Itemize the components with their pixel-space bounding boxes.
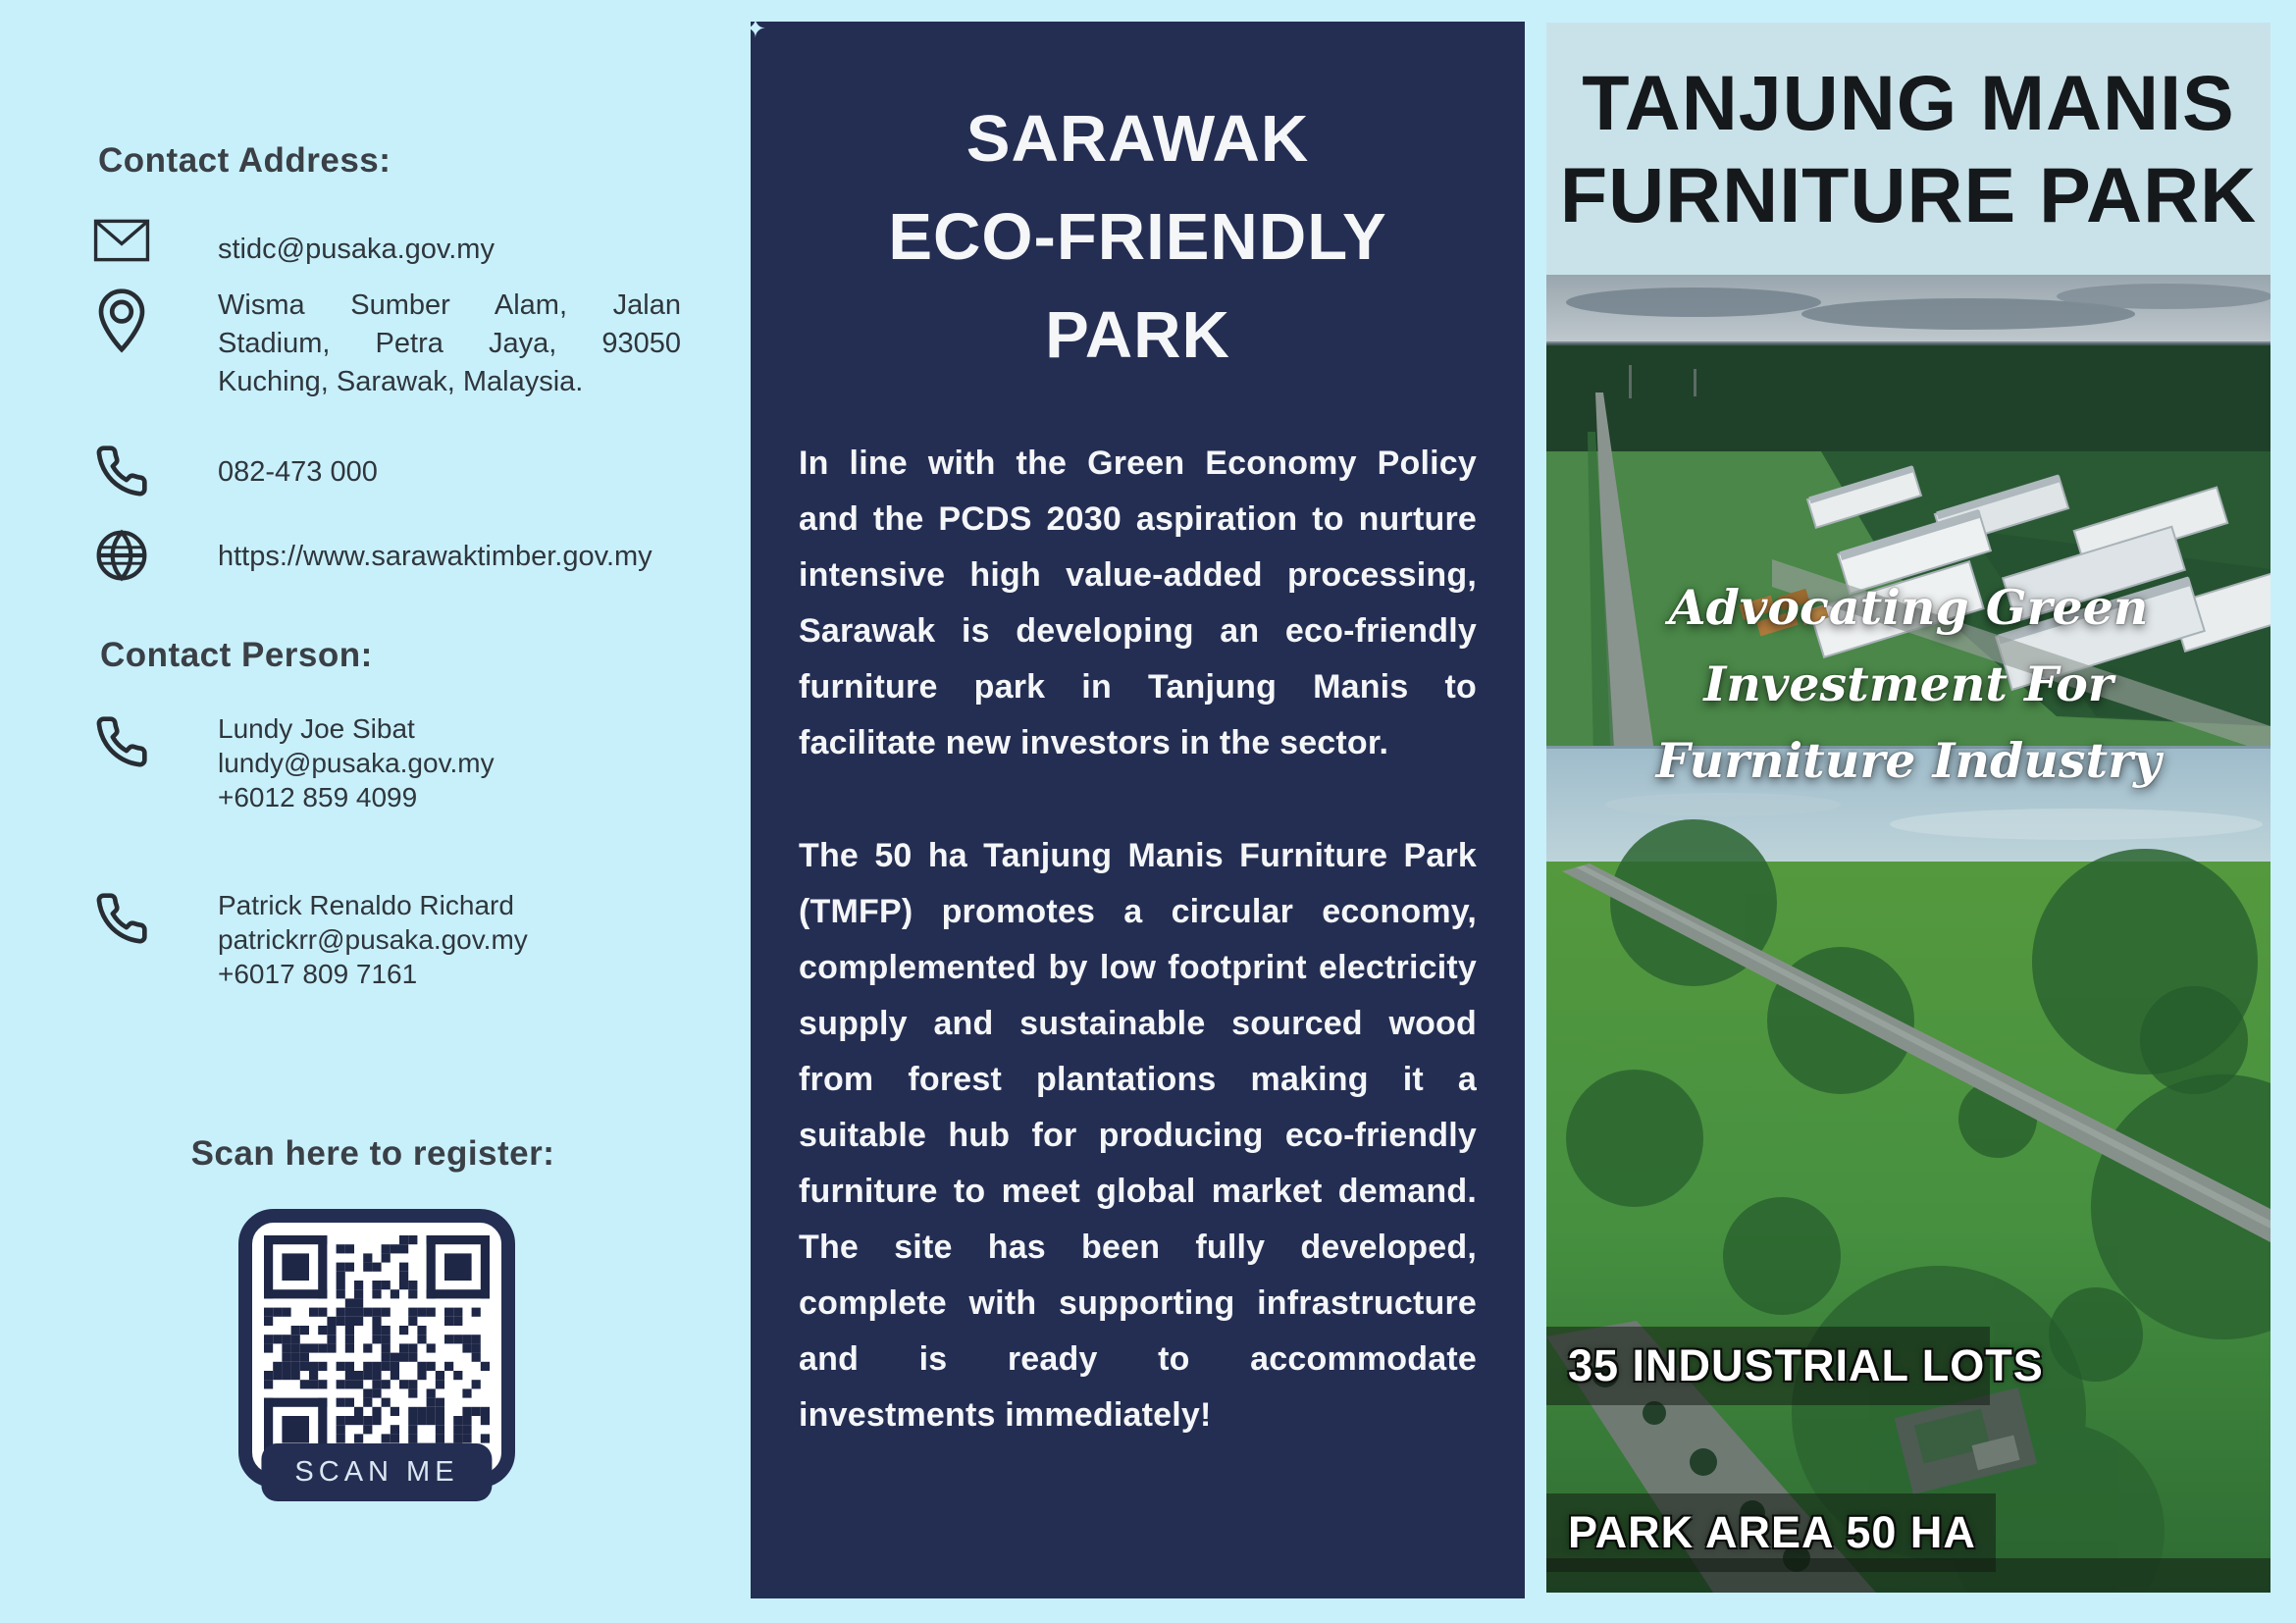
envelope-icon [93, 218, 150, 263]
eco-park-paragraph-2: The 50 ha Tanjung Manis Furniture Park (TMFP) promotes a circular economy, complemented by low footprint electricity supply and sustainable sourced wood from forest plantations making it a suitable hub for producing eco-friendly furniture to meet global market demand. The site has been fully developed, complete with supporting infrastructure and is ready to accommodate investments immediately! [799, 837, 1477, 1434]
eco-park-title-line1: SARAWAK [965, 102, 1310, 176]
park-title-line1: TANJUNG MANIS [1582, 58, 2235, 146]
photo-caption-line1: Advocating Green Investment For [1668, 579, 2149, 712]
person-phone: +6017 809 7161 [218, 959, 418, 989]
photo-caption [1546, 569, 2270, 799]
stat-park-area: PARK AREA 50 HA [1546, 1493, 1996, 1572]
person-name: Lundy Joe Sibat [218, 713, 415, 744]
eco-park-panel [745, 14, 1525, 1598]
eco-park-title-line2: ECO-FRIENDLY PARK [888, 200, 1387, 372]
contact-person-2 [218, 889, 528, 992]
person-email: patrickrr@pusaka.gov.my [218, 924, 528, 955]
qr-code [238, 1209, 515, 1488]
contact-panel [0, 0, 751, 1623]
contact-address: Wisma Sumber Alam, Jalan Stadium, Petra Jaya, 93050 Kuching, Sarawak, Malaysia. [218, 289, 681, 397]
park-title-block [1546, 23, 2270, 275]
corner-sparkle-decoration: ✦ [745, 14, 766, 43]
globe-icon [93, 528, 150, 583]
stat-industrial-lots: 35 INDUSTRIAL LOTS [1546, 1327, 1990, 1405]
phone-icon [93, 891, 150, 946]
map-pin-icon [93, 287, 150, 355]
contact-address-heading: Contact Address: [98, 141, 391, 180]
qr-code-pattern [264, 1234, 490, 1462]
contact-phone: 082-473 000 [218, 456, 378, 488]
eco-park-title [799, 90, 1477, 385]
photo-caption-line2: Furniture Industry [1655, 732, 2162, 789]
phone-icon [93, 444, 150, 498]
contact-person-1 [218, 712, 495, 815]
person-phone: +6012 859 4099 [218, 782, 418, 812]
contact-person-heading: Contact Person: [100, 636, 373, 674]
person-email: lundy@pusaka.gov.my [218, 748, 495, 778]
person-name: Patrick Renaldo Richard [218, 890, 514, 920]
contact-website: https://www.sarawaktimber.gov.my [218, 541, 652, 572]
scan-me-badge: SCAN ME [261, 1443, 492, 1501]
phone-icon [93, 714, 150, 769]
industrial-park-aerial-photo [1546, 275, 2270, 1593]
eco-park-paragraph-1: In line with the Green Economy Policy and the PCDS 2030 aspiration to nurture intensive high value-added processing, Sarawak is developing an eco-friendly furniture park in Tanjung Manis to facilitate new investors in the sector. [799, 445, 1477, 761]
park-title-line2: FURNITURE PARK [1559, 150, 2258, 238]
contact-email: stidc@pusaka.gov.my [218, 234, 495, 265]
scan-register-heading: Scan here to register: [190, 1134, 555, 1173]
